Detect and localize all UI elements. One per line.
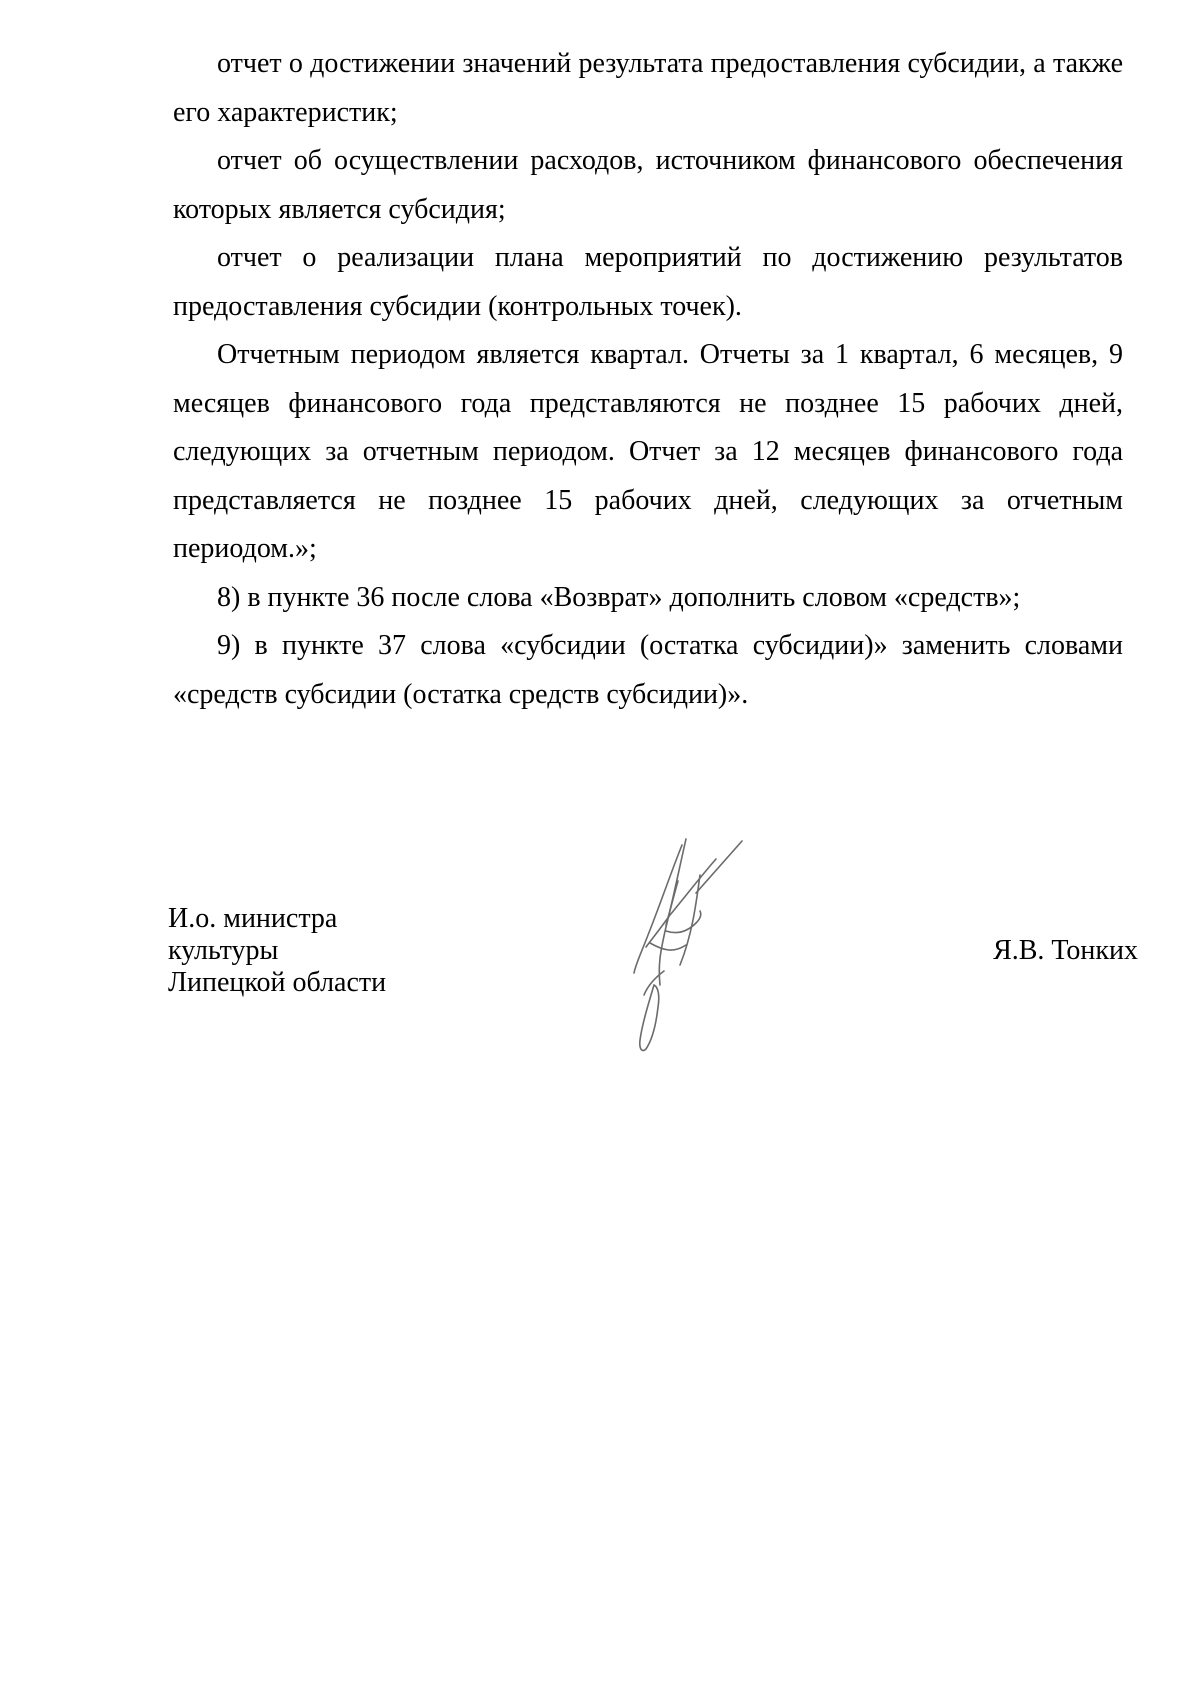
paragraph-item-8: 8) в пункте 36 после слова «Возврат» дополнить словом «средств»; bbox=[217, 581, 1021, 613]
signer-name: Я.В. Тонких bbox=[993, 935, 1138, 966]
handwritten-signature-icon bbox=[630, 835, 770, 1065]
paragraph-report-expenses: отчет об осуществлении расходов, источником финансового обеспечения которых является субсидия; bbox=[173, 145, 1123, 225]
paragraph-item-9: 9) в пункте 37 слова «субсидии (остатка субсидии)» заменить словами «средств субсидии (остатка средств субсидии)». bbox=[173, 630, 1123, 710]
position-line-3: Липецкой области bbox=[168, 967, 387, 998]
paragraph-reporting-period: Отчетным периодом является квартал. Отчеты за 1 квартал, 6 месяцев, 9 месяцев финансового года представляются не позднее 15 рабочих дней, следующих за отчетным периодом. Отчет за 12 месяцев финансового года представляется не позднее 15 рабочих дней, следующих за отчетным периодом.»; bbox=[173, 339, 1123, 564]
signatory-position bbox=[168, 903, 386, 999]
position-line-1: И.о. министра bbox=[168, 903, 338, 934]
position-line-2: культуры bbox=[168, 935, 279, 966]
paragraph-report-results: отчет о достижении значений результата предоставления субсидии, а также его характеристик; bbox=[173, 48, 1123, 128]
paragraph-report-plan: отчет о реализации плана мероприятий по достижению результатов предоставления субсидии (контрольных точек). bbox=[173, 242, 1123, 322]
document-body bbox=[173, 40, 1123, 719]
